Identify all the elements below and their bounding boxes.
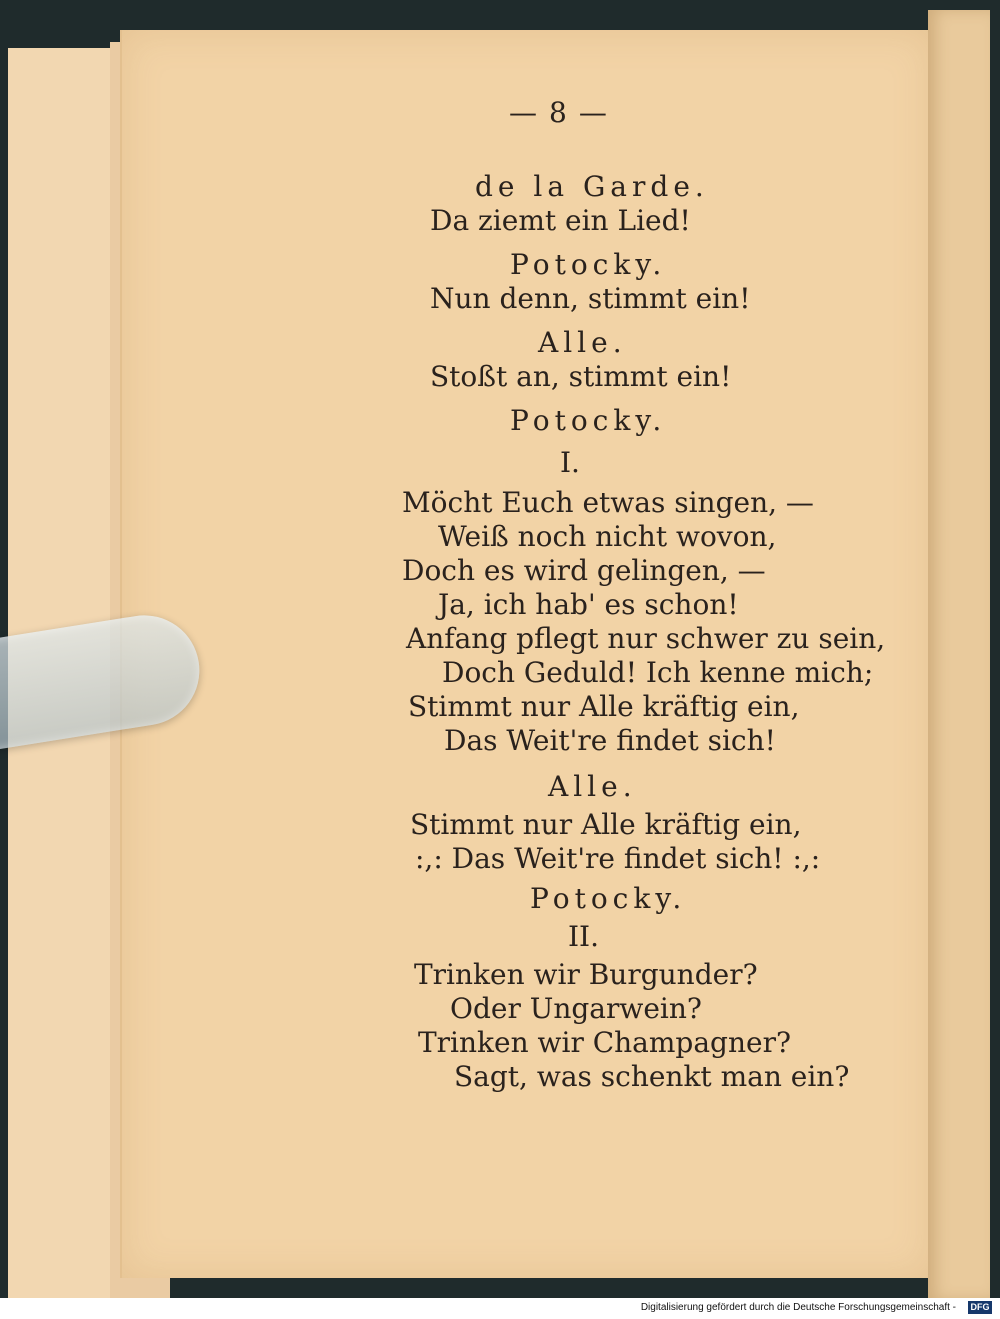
text-line-2: Da ziemt ein Lied!: [430, 204, 691, 237]
verse-line: Weiß noch nicht wovon,: [438, 520, 777, 553]
section-number: II.: [568, 920, 600, 953]
text-line-4: Stoßt an, stimmt ein!: [430, 360, 732, 393]
page-number: — 8 —: [509, 96, 607, 129]
verse-line: Trinken wir Burgunder?: [414, 958, 758, 991]
speaker-name: Alle.: [548, 770, 637, 803]
verse-line: Ja, ich hab' es schon!: [438, 588, 739, 621]
verse-line: Sagt, was schenkt man ein?: [454, 1060, 850, 1093]
verse-line: Stimmt nur Alle kräftig ein,: [410, 808, 802, 841]
verse-line: Stimmt nur Alle kräftig ein,: [408, 690, 800, 723]
verse-line: Doch Geduld! Ich kenne mich;: [442, 656, 874, 689]
verse-line: Das Weit're findet sich!: [444, 724, 776, 757]
text-line-1: de la Garde.: [475, 170, 709, 203]
speaker-name: Potocky.: [530, 882, 687, 915]
verse-line: Doch es wird gelingen, —: [402, 554, 766, 587]
text-line-3: Nun denn, stimmt ein!: [430, 282, 751, 315]
section-number: I.: [560, 446, 580, 479]
refrain-line: :,: Das Weit're findet sich! :,:: [415, 842, 821, 875]
speaker-name: Potocky.: [510, 248, 667, 281]
verse-line: Trinken wir Champagner?: [418, 1026, 791, 1059]
verse-line: Oder Ungarwein?: [450, 992, 702, 1025]
verse-line: Anfang pflegt nur schwer zu sein,: [406, 622, 886, 655]
dfg-logo: DFG: [968, 1301, 992, 1314]
speaker-name: Alle.: [538, 326, 627, 359]
speaker-name: Potocky.: [510, 404, 667, 437]
digitization-credit: Digitalisierung gefördert durch die Deutsche Forschungsgemeinschaft -: [640, 1302, 956, 1313]
verse-line: Möcht Euch etwas singen, —: [402, 486, 814, 519]
right-page-edge: [928, 10, 990, 1300]
